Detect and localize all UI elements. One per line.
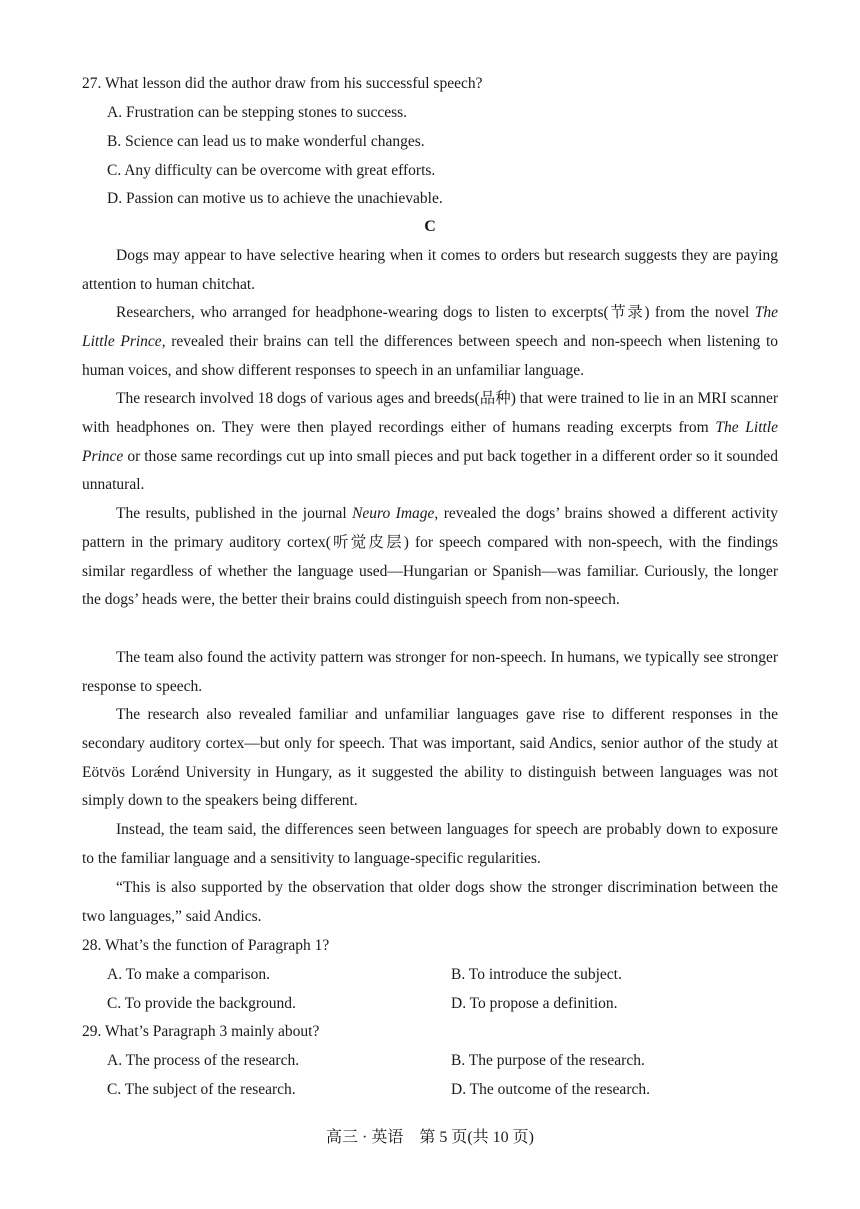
- q27-option-d: D. Passion can motive us to achieve the unachievable.: [107, 190, 443, 207]
- q29-option-a: A. The process of the research.: [107, 1052, 300, 1069]
- q28-option-a: A. To make a comparison.: [107, 966, 271, 983]
- paragraph-4: The results, published in the journal Neuro Image, revealed the dogs’ brains showed a different activity pattern in the primary auditory cortex(听觉皮层) for speech compared with non-speech, with the findings similar regardless of whether the language used—Hungarian or Spanish—was familiar. Curiously, the longer the dogs’ heads were, the better their brains could distinguish speech from non-speech.: [82, 505, 778, 609]
- question-28: 28. What’s the function of Paragraph 1?: [82, 937, 330, 954]
- page-footer: 高三 · 英语 第 5 页(共 10 页): [326, 1129, 534, 1146]
- question-29: 29. What’s Paragraph 3 mainly about?: [82, 1023, 320, 1040]
- paragraph-2: Researchers, who arranged for headphone-wearing dogs to listen to excerpts(节录) from the novel The Little Prince, revealed their brains can tell the differences between speech and non-speech when listening to human voices, and show different responses to speech in an unfamiliar language.: [82, 304, 778, 379]
- q29-option-d: D. The outcome of the research.: [451, 1081, 650, 1098]
- q27-option-b: B. Science can lead us to make wonderful changes.: [107, 133, 425, 150]
- q29-option-b: B. The purpose of the research.: [451, 1052, 645, 1069]
- paragraph-7: Instead, the team said, the differences seen between languages for speech are probably down to exposure to the familiar language and a sensitivity to language-specific regularities.: [82, 821, 778, 867]
- section-heading: C: [424, 218, 436, 235]
- q27-option-c: C. Any difficulty can be overcome with great efforts.: [107, 162, 436, 179]
- paragraph-8: “This is also supported by the observation that older dogs show the stronger discrimination between the two languages,” said Andics.: [82, 879, 778, 925]
- question-27: 27. What lesson did the author draw from his successful speech?: [82, 75, 483, 92]
- q28-option-b: B. To introduce the subject.: [451, 966, 622, 983]
- q29-option-c: C. The subject of the research.: [107, 1081, 296, 1098]
- book-title: The Little Prince: [82, 418, 778, 465]
- q27-option-a: A. Frustration can be stepping stones to success.: [107, 104, 408, 121]
- paragraph-5: The team also found the activity pattern was stronger for non-speech. In humans, we typically see stronger response to speech.: [82, 649, 778, 695]
- paragraph-3: The research involved 18 dogs of various ages and breeds(品种) that were trained to lie in an MRI scanner with headphones on. They were then played recordings either of humans reading excerpts from The Little Prince or those same recordings cut up into small pieces and put back together in a different order so it sounded unnatural.: [82, 390, 778, 494]
- journal-title: Neuro Image: [352, 505, 435, 522]
- paragraph-1: Dogs may appear to have selective hearing when it comes to orders but research suggests they are paying attention to human chitchat.: [82, 247, 778, 293]
- paragraph-6: The research also revealed familiar and unfamiliar languages gave rise to different responses in the secondary auditory cortex—but only for speech. That was important, said Andics, senior author of the study at Eötvös Lorǽnd University in Hungary, as it suggested the ability to distinguish between languages was not simply down to the speakers being different.: [82, 706, 778, 810]
- book-title: The Little Prince: [82, 304, 778, 350]
- q28-option-d: D. To propose a definition.: [451, 995, 618, 1012]
- q28-option-c: C. To provide the background.: [107, 995, 296, 1012]
